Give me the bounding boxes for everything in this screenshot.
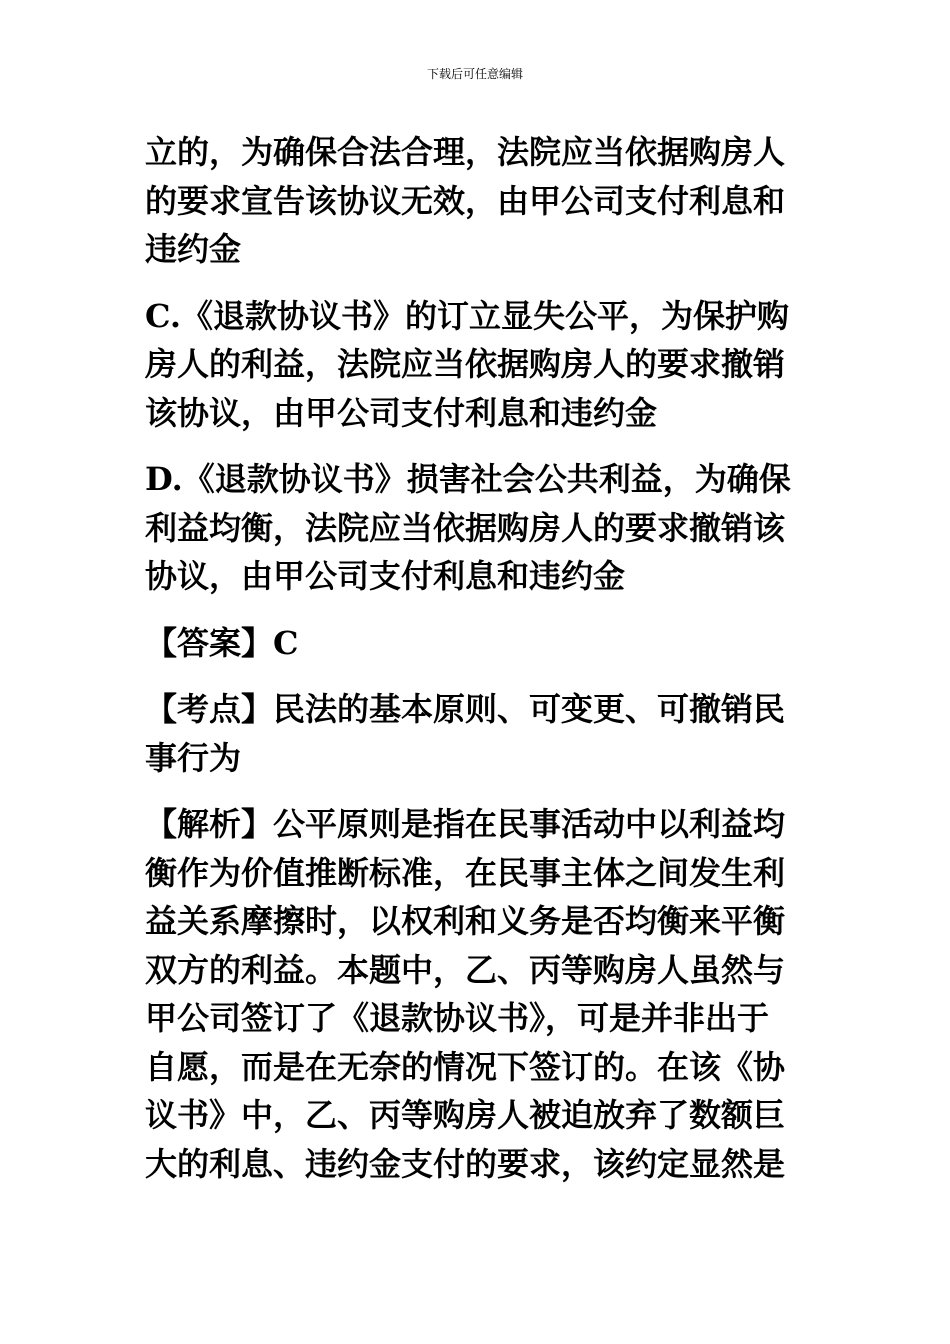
text-line: 立的，为确保合法合理，法院应当依据购房人 <box>145 133 786 171</box>
text-line: 双方的利益。本题中，乙、丙等购房人虽然与 <box>145 950 786 989</box>
document-body <box>145 128 809 1188</box>
text-line: 大的利息、违约金支付的要求，该约定显然是 <box>145 1144 786 1183</box>
answer-line: 【答案】C <box>145 623 299 662</box>
text-line: 甲公司签订了《退款协议书》，可是并非出于 <box>145 999 770 1037</box>
text-line: 自愿，而是在无奈的情况下签订的。在该《协 <box>145 1047 786 1086</box>
paragraph-key-point <box>145 685 809 782</box>
paragraph-option-b-continued <box>145 128 809 274</box>
text-line: 利益均衡，法院应当依据购房人的要求撤销该 <box>145 508 786 547</box>
text-line: 事行为 <box>145 738 242 777</box>
paragraph-option-d <box>145 455 809 601</box>
text-line: 益关系摩擦时，以权利和义务是否均衡来平衡 <box>145 902 786 940</box>
text-line: 该协议，由甲公司支付利息和违约金 <box>145 393 658 432</box>
text-line: 衡作为价值推断标准，在民事主体之间发生利 <box>145 853 786 892</box>
paragraph-answer <box>145 619 809 668</box>
text-line: 【考点】民法的基本原则、可变更、可撤销民 <box>145 690 786 728</box>
text-line: 议书》中，乙、丙等购房人被迫放弃了数额巨 <box>145 1096 786 1134</box>
text-line: 的要求宣告该协议无效，由甲公司支付利息和 <box>145 181 786 220</box>
page-header-note: 下载后可任意编辑 <box>426 67 523 81</box>
text-line: C.《退款协议书》的订立显失公平，为保护购 <box>145 296 790 335</box>
text-line: 房人的利益，法院应当依据购房人的要求撤销 <box>145 345 786 383</box>
text-line: 协议，由甲公司支付利息和违约金 <box>145 557 626 595</box>
text-line: 【解析】公平原则是指在民事活动中以利益均 <box>145 805 786 843</box>
text-line: D.《退款协议书》损害社会公共利益，为确保 <box>145 460 791 498</box>
text-line: 违约金 <box>145 230 242 268</box>
paragraph-option-c <box>145 292 809 438</box>
paragraph-analysis <box>145 800 809 1188</box>
